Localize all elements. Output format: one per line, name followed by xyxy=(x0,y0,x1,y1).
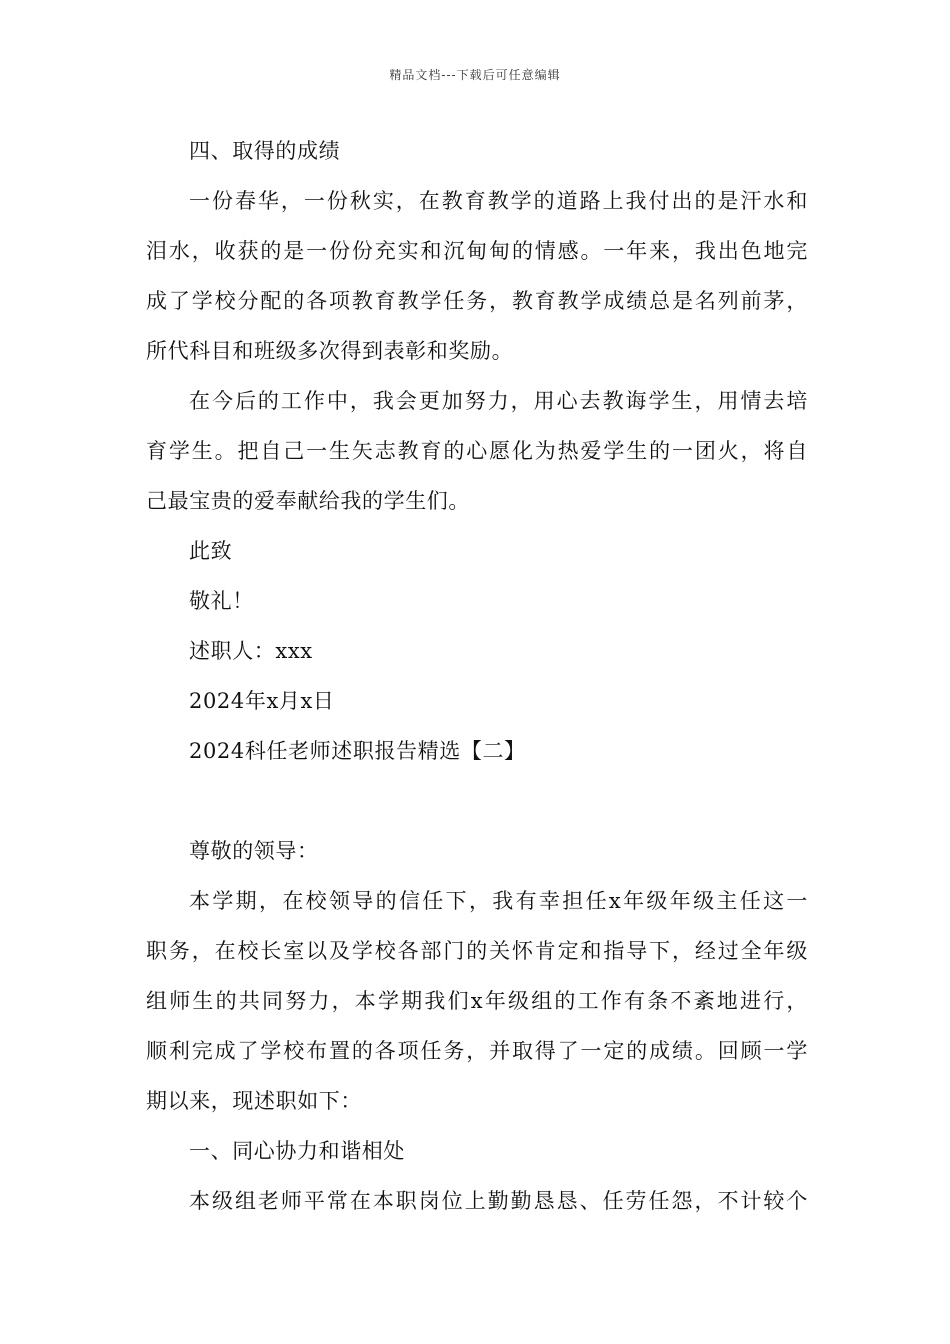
closing-salute: 敬礼！ xyxy=(189,589,254,613)
paragraph-line: 一份春华，一份秋实，在教育教学的道路上我付出的是汗水和 xyxy=(189,189,808,213)
paragraph-line: 成了学校分配的各项教育教学任务，教育教学成绩总是名列前茅， xyxy=(146,289,808,313)
section-heading: 一、同心协力和谐相处 xyxy=(189,1139,405,1163)
paragraph-line: 本学期，在校领导的信任下，我有幸担任x年级年级主任这一 xyxy=(189,889,808,913)
paragraph-line: 所代科目和班级多次得到表彰和奖励。 xyxy=(146,339,514,363)
page-header: 精品文档---下载后可任意编辑 xyxy=(389,68,561,82)
signature-line: 述职人：xxx xyxy=(189,639,313,663)
report-title: 2024科任老师述职报告精选【二】 xyxy=(189,739,526,763)
date-line: 2024年x月x日 xyxy=(189,689,335,713)
closing-line: 此致 xyxy=(189,539,233,563)
paragraph-line: 育学生。把自己一生矢志教育的心愿化为热爱学生的一团火，将自 xyxy=(146,439,808,463)
paragraph-line: 在今后的工作中，我会更加努力，用心去教诲学生，用情去培 xyxy=(189,389,808,413)
paragraph-line: 本级组老师平常在本职岗位上勤勤恳恳、任劳任怨，不计较个 xyxy=(189,1189,808,1213)
spacer xyxy=(146,776,808,826)
paragraph-line: 顺利完成了学校布置的各项任务，并取得了一定的成绩。回顾一学 xyxy=(146,1039,808,1063)
section-heading: 四、取得的成绩 xyxy=(189,139,341,163)
paragraph-line: 职务，在校长室以及学校各部门的关怀肯定和指导下，经过全年级 xyxy=(146,939,808,963)
paragraph-line: 己最宝贵的爱奉献给我的学生们。 xyxy=(146,489,470,513)
paragraph-line: 泪水，收获的是一份份充实和沉甸甸的情感。一年来，我出色地完 xyxy=(146,239,808,263)
salutation: 尊敬的领导： xyxy=(189,839,319,863)
paragraph-line: 组师生的共同努力，本学期我们x年级组的工作有条不紊地进行， xyxy=(146,989,808,1013)
document-body xyxy=(146,126,808,1226)
paragraph-line: 期以来，现述职如下： xyxy=(146,1089,362,1113)
